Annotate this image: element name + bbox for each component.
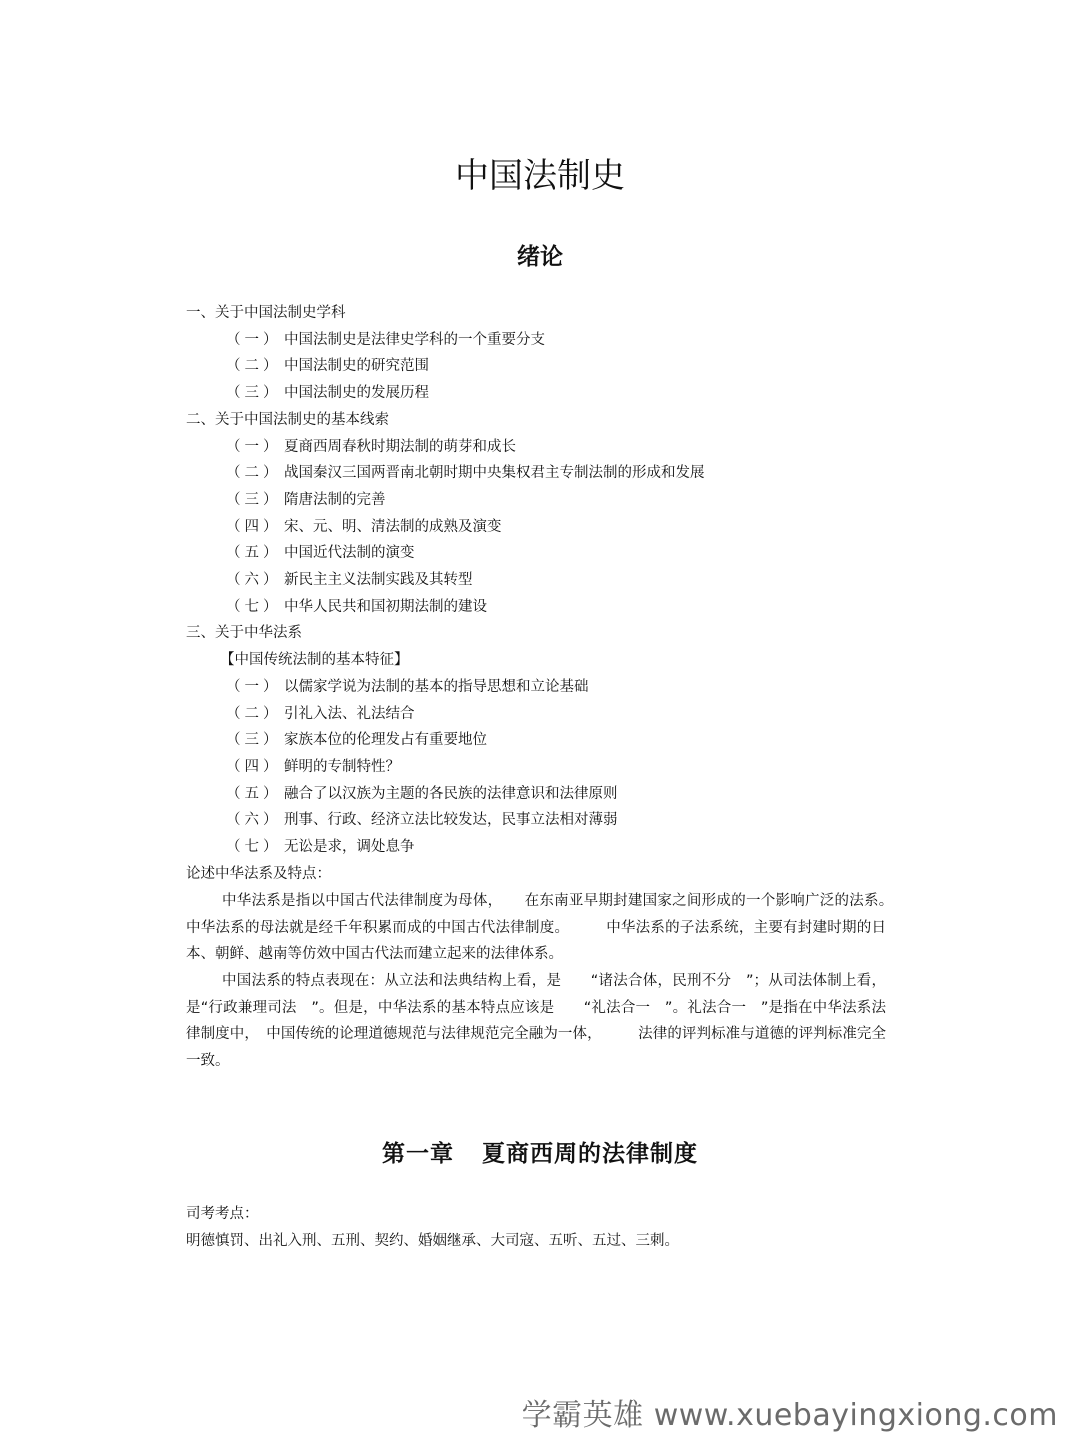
outline (186, 300, 906, 887)
item-number: （六） (226, 572, 282, 589)
list-item (186, 674, 906, 701)
chapter-title (0, 1135, 1080, 1168)
item-number: （五） (226, 545, 282, 562)
chapter-number: 第一章 (382, 1141, 454, 1167)
item-number: （三） (226, 732, 282, 749)
essay-question: 论述中华法系及特点： (186, 865, 331, 882)
item-text: 战国秦汉三国两晋南北朝时期中央集权君主专制法制的形成和发展 (284, 465, 705, 482)
section-title: 绪论 (517, 244, 563, 270)
essay-paragraph-1: 中华法系是指以中国古代法律制度为母体， 在东南亚早期封建国家之间形成的一个影响广泛的法系。 中华法系的母法就是经千年积累而成的中国古代法律制度。 中华法系的子法系统，主要有封建时期的日本、朝鲜、越南等仿效中国古代法而建立起来的法律体系。 (186, 893, 901, 962)
list-item (186, 514, 906, 541)
outline-heading-2: 二、关于中国法制史的基本线索 (186, 411, 389, 428)
item-text: 家族本位的伦理发占有重要地位 (284, 732, 487, 749)
item-text: 中国近代法制的演变 (284, 545, 415, 562)
item-text: 引礼入法、礼法结合 (284, 705, 415, 722)
item-number: （二） (226, 705, 282, 722)
essay-paragraph-2: 中国法系的特点表现在：从立法和法典结构上看，是 “诸法合体，民刑不分 ”；从司法体制上看，是“行政兼理司法 ”。但是，中华法系的基本特点应该是 “礼法合一 ”。礼法合一 ”是指在中华法系法律制度中， 中国传统的论理道德规范与法律规范完全融为一体， 法律的评判标准与道德的评判标准完全一致。 (186, 973, 886, 1069)
item-number: （七） (226, 839, 282, 856)
item-number: （一） (226, 438, 282, 455)
chapter-name: 夏商西周的法律制度 (482, 1141, 698, 1167)
item-number: （五） (226, 785, 282, 802)
item-text: 宋、元、明、清法制的成熟及演变 (284, 518, 502, 535)
list-item (186, 327, 906, 354)
item-number: （七） (226, 598, 282, 615)
item-number: （四） (226, 758, 282, 775)
subsection-label: 【中国传统法制的基本特征】 (220, 652, 409, 669)
exam-points-text: 明德慎罚、出礼入刑、五刑、契约、婚姻继承、大司寇、五听、五过、三刺。 (186, 1233, 679, 1249)
list-item (186, 460, 906, 487)
item-text: 中国法制史的发展历程 (284, 385, 429, 402)
item-text: 中华人民共和国初期法制的建设 (284, 598, 487, 615)
list-item (186, 540, 906, 567)
item-number: （四） (226, 518, 282, 535)
item-text: 中国法制史是法律史学科的一个重要分支 (284, 331, 545, 348)
list-item (186, 781, 906, 808)
item-text: 融合了以汉族为主题的各民族的法律意识和法律原则 (284, 785, 618, 802)
list-item (186, 434, 906, 461)
item-text: 夏商西周春秋时期法制的萌芽和成长 (284, 438, 516, 455)
item-number: （一） (226, 678, 282, 695)
list-item (186, 754, 906, 781)
item-number: （三） (226, 385, 282, 402)
item-text: 无讼是求，调处息争 (284, 839, 415, 856)
list-item (186, 567, 906, 594)
item-number: （一） (226, 331, 282, 348)
list-item (186, 487, 906, 514)
outline-heading-1: 一、关于中国法制史学科 (186, 305, 346, 321)
item-text: 隋唐法制的完善 (284, 491, 386, 508)
item-number: （六） (226, 812, 282, 829)
list-item (186, 380, 906, 407)
list-item (186, 353, 906, 380)
list-item (186, 594, 906, 621)
document-title: 中国法制史 (455, 156, 625, 196)
item-text: 新民主主义法制实践及其转型 (284, 572, 473, 589)
watermark: 学霸英雄 www.xuebayingxiong.com (521, 1398, 1058, 1433)
outline-heading-3: 三、关于中华法系 (186, 625, 302, 642)
item-text: 中国法制史的研究范围 (284, 358, 429, 375)
item-number: （二） (226, 465, 282, 482)
list-item (186, 834, 906, 861)
item-text: 鲜明的专制特性？ (284, 758, 400, 775)
item-text: 刑事、行政、经济立法比较发达，民事立法相对薄弱 (284, 812, 618, 829)
item-number: （三） (226, 491, 282, 508)
item-text: 以儒家学说为法制的基本的指导思想和立论基础 (284, 678, 589, 695)
list-item (186, 701, 906, 728)
list-item (186, 727, 906, 754)
item-number: （二） (226, 358, 282, 375)
list-item (186, 807, 906, 834)
exam-points-label: 司考考点： (186, 1206, 259, 1222)
